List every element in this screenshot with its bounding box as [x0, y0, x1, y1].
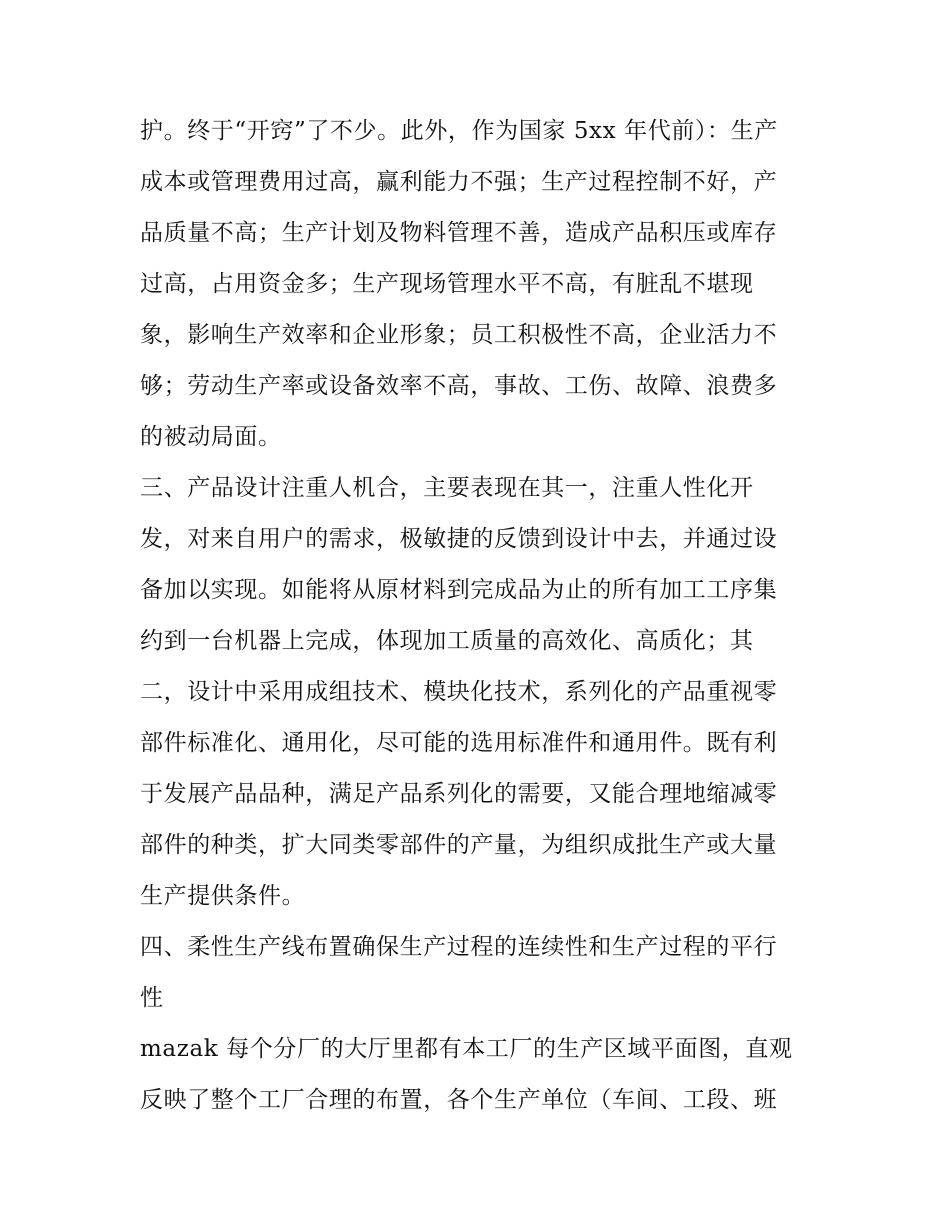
text-line: 发，对来自用户的需求，极敏捷的反馈到设计中去，并通过设 [140, 526, 778, 552]
text-line: 品质量不高；生产计划及物料管理不善，造成产品积压或库存 [140, 220, 778, 246]
text-line: 护。终于“开窍”了不少。此外，作为国家 5xx 年代前）：生产 [140, 118, 778, 144]
text-line: 四、柔性生产线布置确保生产过程的连续性和生产过程的平行 [140, 934, 778, 960]
text-line: 三、产品设计注重人机合，主要表现在其一，注重人性化开 [140, 475, 754, 501]
text-line: 的被动局面。 [140, 424, 282, 450]
text-line: 反映了整个工厂合理的布置，各个生产单位（车间、工段、班 [140, 1087, 778, 1113]
text-line: 生产提供条件。 [140, 883, 306, 909]
body-text [140, 106, 820, 1126]
text-line: 性 [140, 985, 164, 1011]
text-line: 约到一台机器上完成，体现加工质量的高效化、高质化；其 [140, 628, 754, 654]
text-line: 够；劳动生产率或设备效率不高，事故、工伤、故障、浪费多 [140, 373, 778, 399]
text-line: mazak 每个分厂的大厅里都有本工厂的生产区域平面图，直观 [140, 1036, 793, 1062]
text-line: 过高，占用资金多；生产现场管理水平不高，有脏乱不堪现 [140, 271, 754, 297]
text-line: 备加以实现。如能将从原材料到完成品为止的所有加工工序集 [140, 577, 778, 603]
text-line: 二，设计中采用成组技术、模块化技术，系列化的产品重视零 [140, 679, 778, 705]
text-line: 于发展产品品种，满足产品系列化的需要，又能合理地缩减零 [140, 781, 778, 807]
text-line: 部件的种类，扩大同类零部件的产量，为组织成批生产或大量 [140, 832, 778, 858]
text-line: 象，影响生产效率和企业形象；员工积极性不高，企业活力不 [140, 322, 778, 348]
text-line: 部件标准化、通用化，尽可能的选用标准件和通用件。既有利 [140, 730, 778, 756]
text-line: 成本或管理费用过高，赢利能力不强；生产过程控制不好，产 [140, 169, 778, 195]
